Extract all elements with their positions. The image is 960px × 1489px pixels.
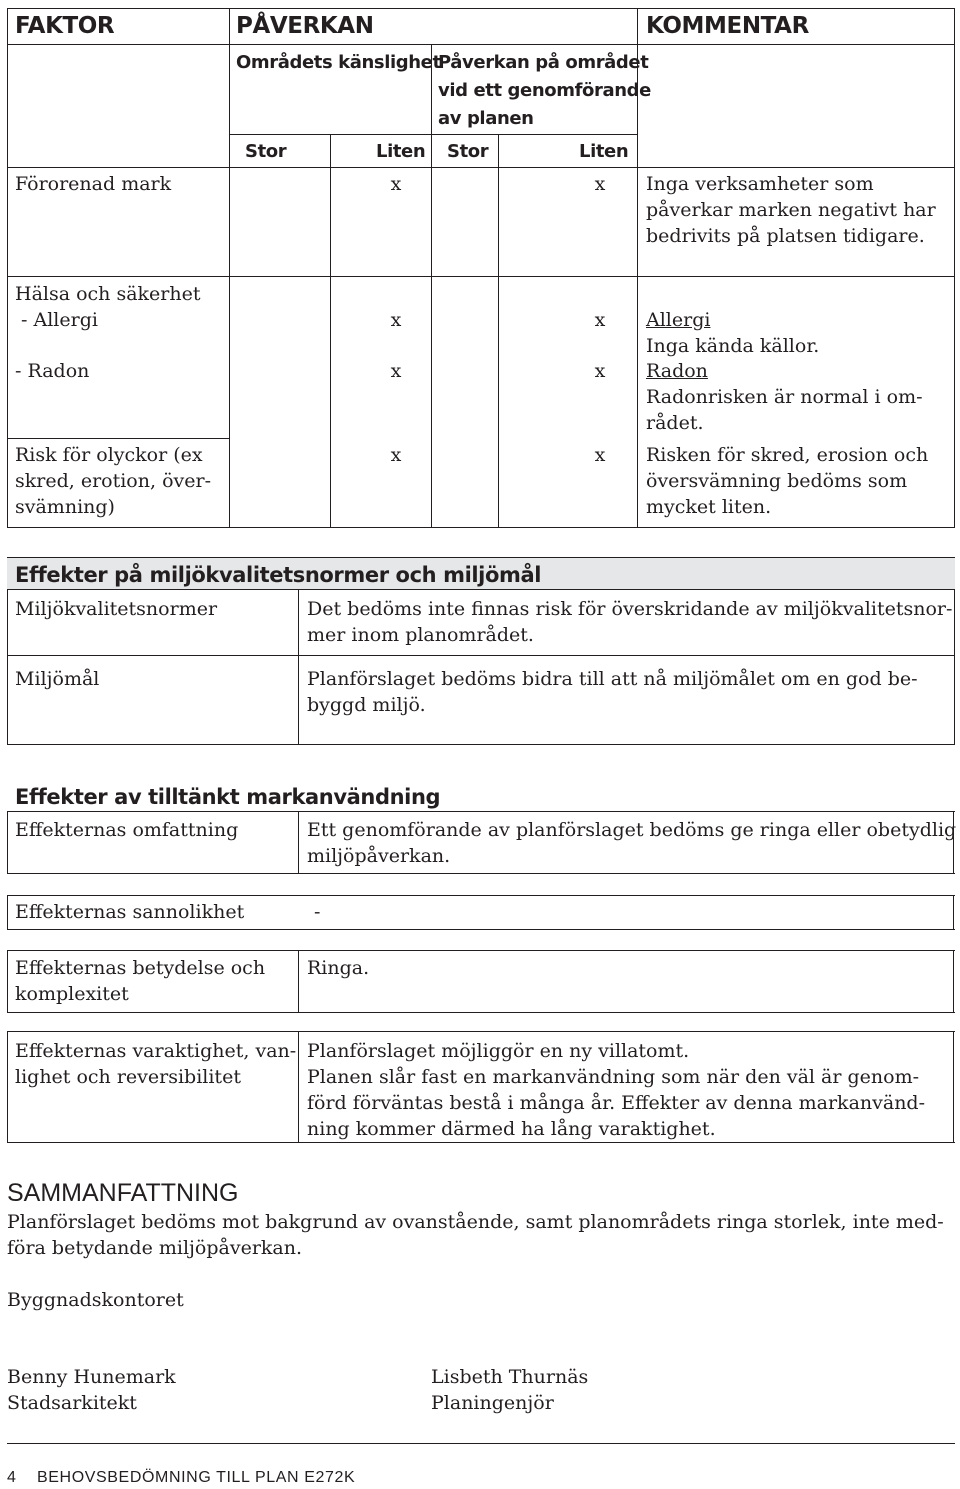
- row-divider: [7, 1031, 955, 1032]
- col-divider: [229, 8, 230, 528]
- row-text: Ett genomförande av planförslaget bedöms ge ringa eller obetydlig: [307, 819, 957, 841]
- row-label-betydelse: Effekternas betydelse och: [15, 957, 266, 979]
- mark-x: x: [390, 173, 402, 195]
- comment-line: bedrivits på platsen tidigare.: [646, 225, 925, 247]
- section-title: Effekter på miljökvalitetsnormer och miljömål: [15, 563, 542, 587]
- header-divider: [7, 44, 955, 45]
- comment-line: rådet.: [646, 412, 704, 434]
- col-divider: [498, 134, 499, 528]
- section-rule: [7, 811, 955, 812]
- office-name: Byggnadskontoret: [7, 1289, 184, 1311]
- factor-label: Hälsa och säkerhet: [15, 283, 201, 305]
- factor-label: svämning): [15, 496, 115, 518]
- header-paverkan-omradet-l2: vid ett genomförande: [438, 80, 651, 101]
- summary-heading: SAMMANFATTNING: [7, 1179, 239, 1207]
- factor-label: Förorenad mark: [15, 173, 172, 195]
- row-divider: [7, 873, 955, 874]
- factor-label: Risk för olyckor (ex: [15, 444, 203, 466]
- comment-line: mycket liten.: [646, 496, 772, 518]
- col-divider: [298, 1031, 299, 1142]
- factor-sublabel: - Radon: [15, 360, 90, 382]
- row-divider: [7, 1142, 955, 1143]
- factor-label: skred, erotion, över-: [15, 470, 211, 492]
- signatory-name: Lisbeth Thurnäs: [431, 1366, 589, 1388]
- colheader-divider: [7, 167, 955, 168]
- header-stor-1: Stor: [245, 141, 287, 162]
- row-divider: [7, 895, 955, 896]
- table-edge: [7, 1031, 8, 1142]
- comment-line: Risken för skred, erosion och: [646, 444, 929, 466]
- mark-x: x: [390, 309, 402, 331]
- row-label-sannolikhet: Effekternas sannolikhet: [15, 901, 245, 923]
- col-divider: [298, 950, 299, 1012]
- row-divider: [7, 655, 955, 656]
- table-edge: [953, 895, 954, 929]
- comment-allergi-heading: Allergi: [646, 309, 711, 331]
- row-label-varaktighet: lighet och reversibilitet: [15, 1066, 241, 1088]
- mark-x: x: [594, 360, 606, 382]
- mark-x: x: [594, 309, 606, 331]
- factor-sublabel: - Allergi: [15, 309, 98, 331]
- header-liten-2: Liten: [579, 141, 629, 162]
- row-text: mer inom planområdet.: [307, 624, 534, 646]
- row-text: miljöpåverkan.: [307, 845, 451, 867]
- row-label-betydelse: komplexitet: [15, 983, 129, 1005]
- header-paverkan-omradet-l3: av planen: [438, 108, 534, 129]
- comment-line: översvämning bedöms som: [646, 470, 908, 492]
- header-stor-2: Stor: [447, 141, 489, 162]
- row-divider: [7, 929, 955, 930]
- row-divider: [7, 438, 229, 439]
- row-text: -: [314, 901, 321, 923]
- row-text: Planförslaget bedöms bidra till att nå miljömålet om en god be-: [307, 668, 918, 690]
- comment-radon-heading: Radon: [646, 360, 708, 382]
- mark-x: x: [594, 444, 606, 466]
- signatory-title: Planingenjör: [431, 1392, 554, 1414]
- signatory-title: Stadsarkitekt: [7, 1392, 137, 1414]
- table-edge: [953, 950, 954, 1012]
- row-label-varaktighet: Effekternas varaktighet, van-: [15, 1040, 297, 1062]
- subheader-divider: [229, 134, 637, 135]
- col-divider: [431, 44, 432, 528]
- col-divider: [330, 134, 331, 528]
- section-top-rule: [7, 557, 955, 558]
- row-text: byggd miljö.: [307, 694, 426, 716]
- mark-x: x: [390, 360, 402, 382]
- comment-line: Inga verksamheter som: [646, 173, 874, 195]
- row-divider: [7, 276, 955, 277]
- row-text: Ringa.: [307, 957, 370, 979]
- row-text: Det bedöms inte finnas risk för överskridande av miljökvalitetsnor-: [307, 598, 953, 620]
- comment-line: Radonrisken är normal i om-: [646, 386, 923, 408]
- row-divider: [7, 1012, 955, 1013]
- summary-text: Planförslaget bedöms mot bakgrund av ovanstående, samt planområdets ringa storlek, inte med-: [7, 1211, 944, 1233]
- table-edge: [7, 950, 8, 1012]
- col-divider: [298, 811, 299, 873]
- row-label-omfattning: Effekternas omfattning: [15, 819, 239, 841]
- mark-x: x: [390, 444, 402, 466]
- header-omradets-kanslighet: Områdets känslighet: [236, 52, 441, 73]
- row-text: Planen slår fast en markanvändning som när den väl är genom-: [307, 1066, 920, 1088]
- row-divider: [7, 950, 955, 951]
- row-text: Planförslaget möjliggör en ny villatomt.: [307, 1040, 690, 1062]
- table-edge: [953, 1031, 954, 1142]
- col-divider: [298, 589, 299, 745]
- signatory-name: Benny Hunemark: [7, 1366, 176, 1388]
- header-paverkan-omradet-l1: Påverkan på området: [438, 52, 649, 73]
- header-liten-1: Liten: [376, 141, 426, 162]
- table-edge: [7, 811, 8, 873]
- header-kommentar: KOMMENTAR: [646, 13, 809, 39]
- summary-text: föra betydande miljöpåverkan.: [7, 1237, 303, 1259]
- section-title: Effekter av tilltänkt markanvändning: [15, 785, 441, 809]
- page-number: 4: [7, 1469, 16, 1486]
- table-edge: [7, 895, 8, 929]
- row-text: ning kommer därmed ha lång varaktighet.: [307, 1118, 716, 1140]
- row-label-miljokvalitetsnormer: Miljökvalitetsnormer: [15, 598, 218, 620]
- document-title: BEHOVSBEDÖMNING TILL PLAN E272K: [37, 1469, 356, 1486]
- comment-line: Inga kända källor.: [646, 335, 820, 357]
- footer-rule: [7, 1443, 955, 1444]
- row-label-miljomal: Miljömål: [15, 668, 100, 690]
- header-faktor: FAKTOR: [15, 13, 115, 39]
- row-text: förd förväntas bestå i många år. Effekter av denna markanvänd-: [307, 1092, 926, 1114]
- header-paverkan: PÅVERKAN: [236, 13, 374, 39]
- comment-line: påverkar marken negativt har: [646, 199, 936, 221]
- mark-x: x: [594, 173, 606, 195]
